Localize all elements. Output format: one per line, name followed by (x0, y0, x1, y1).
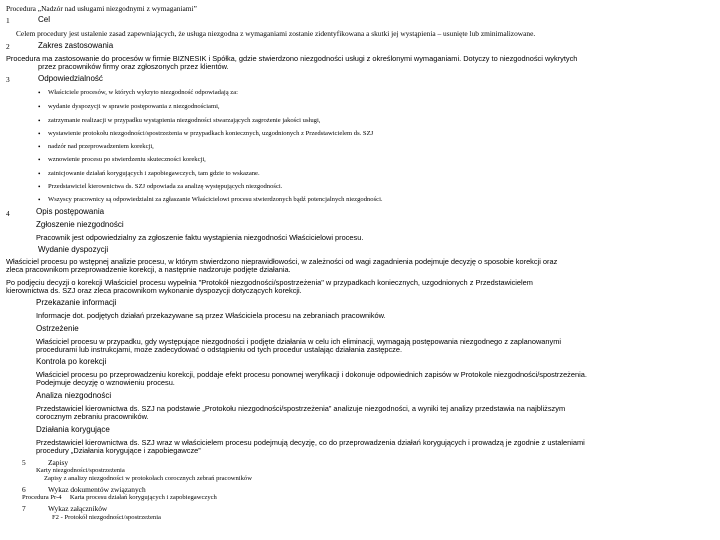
bullet-dot: • (38, 143, 41, 151)
section-7-number: 7 (22, 504, 26, 513)
subsection-text: Właściciel procesu po przeprowadzeniu korekcji, poddaje efekt procesu ponownej weryfikacji i dokonuje odpowiednich zapisów w Protokole niezgodności/spostrzeżenia. (36, 370, 587, 379)
subsection-heading-dyspozycji: Wydanie dyspozycji (38, 245, 109, 254)
section-7-heading: Wykaz załączników (48, 504, 108, 513)
subsection-text: procedury „Działania korygujące i zapobiegawcze” (36, 446, 201, 455)
section-5-heading: Zapisy (48, 458, 69, 467)
subsection-text: Pracownik jest odpowiedzialny za zgłoszenie faktu wystąpienia niezgodności Właścicielowi procesu. (36, 233, 364, 242)
section-6-heading: Wykaz dokumentów związanych (48, 485, 146, 494)
attachment-line: F2 - Protokół niezgodności/spostrzeżenia (52, 514, 161, 521)
section-4-number: 4 (6, 209, 10, 218)
bullet-dot: • (38, 183, 41, 191)
bullet-dot: • (38, 130, 41, 138)
responsibility-item: Wszyscy pracownicy są odpowiedzialni za zgłaszanie Właścicielowi procesu stwierdzonych bądź potencjalnych niezgodności. (48, 196, 383, 203)
section-2-text-line-1: Procedura ma zastosowanie do procesów w firmie BIZNESIK i Spółka, gdzie stwierdzono niezgodności usługi z określonymi wymaganiami. Dotyczy to niezgodności wykrytych (6, 54, 578, 63)
bullet-dot: • (38, 170, 41, 178)
subsection-text: zleca pracownikom przeprowadzenie korekcji, a następnie nadzoruje podjęte działania. (6, 265, 291, 274)
bullet-dot: • (38, 103, 41, 111)
related-document-line: Procedura Pr-4 Karta procesu działań korygujących i zapobiegawczych (22, 494, 217, 501)
section-3-heading: Odpowiedzialność (38, 74, 103, 83)
subsection-heading-zgloszenie: Zgłoszenie niezgodności (36, 220, 124, 229)
responsibility-item: wystawienie protokołu niezgodności/spostrzeżenia w przypadkach koniecznych, uzgodnionych z Przedstawicielem ds. SZJ (48, 130, 374, 137)
section-4-heading: Opis postępowania (36, 207, 105, 216)
subsection-text: Informacje dot. podjętych działań przekazywane są przez Właściciela procesu na zebraniach pracowników. (36, 311, 386, 320)
bullet-dot: • (38, 89, 41, 97)
responsibility-item: nadzór nad przeprowadzeniem korekcji, (48, 143, 154, 150)
section-2-text-line-2: przez pracowników firmy oraz zgłoszonych przez klientów. (38, 62, 229, 71)
section-3-number: 3 (6, 75, 10, 84)
bullet-dot: • (38, 196, 41, 204)
subsection-text: procedurami lub instrukcjami, może zadecydować o odstąpieniu od tych procedur ustalając działania zastępcze. (36, 345, 403, 354)
subsection-text: Właściciel procesu po wstępnej analizie procesu, w którym stwierdzono nieprawidłowości, w zależności od wagi zagadnienia podejmuje decyzję o sposobie korekcji oraz (6, 257, 558, 266)
section-1-heading: Cel (38, 15, 51, 24)
subsection-heading-przekazanie: Przekazanie informacji (36, 298, 117, 307)
records-line-2: Zapisy z analizy niezgodności w protokołach corocznych zebrań pracowników (44, 475, 252, 482)
subsection-heading-ostrzezenie: Ostrzeżenie (36, 324, 79, 333)
subsection-heading-analiza: Analiza niezgodności (36, 391, 112, 400)
responsibility-item: wznowienie procesu po stwierdzeniu skuteczności korekcji, (48, 156, 206, 163)
section-2-heading: Zakres zastosowania (38, 41, 114, 50)
section-5-number: 5 (22, 458, 26, 467)
section-2-number: 2 (6, 42, 10, 51)
responsibility-item: zainicjowanie działań korygujących i zapobiegawczych, tam gdzie to wskazane. (48, 170, 260, 177)
responsibility-item: Właściciele procesów, w których wykryto niezgodność odpowiadają za: (48, 89, 238, 96)
bullet-dot: • (38, 156, 41, 164)
subsection-text: Przedstawiciel kierownictwa ds. SZJ na podstawie „Protokołu niezgodności/spostrzeżenia” analizuje niezgodności, a wyniki tej analizy przedstawia na najbliższym (36, 404, 566, 413)
bullet-dot: • (38, 117, 41, 125)
subsection-text: kierownictwa ds. SZJ oraz zleca pracownikom wykonanie dyspozycji dotyczących korekcji. (6, 286, 302, 295)
subsection-text: Właściciel procesu w przypadku, gdy występujące niezgodności i podjęte działania w celu ich eliminacji, wymagają postępowania niezgodnego z zaplanowanymi (36, 337, 562, 346)
subsection-heading-kontrola: Kontrola po korekcji (36, 357, 107, 366)
subsection-text: Podejmuje decyzję o wznowieniu procesu. (36, 378, 175, 387)
responsibility-item: wydanie dyspozycji w sprawie postępowania z niezgodnościami, (48, 103, 220, 110)
subsection-text: corocznym zebraniu pracowników. (36, 412, 149, 421)
document-title: Procedura „Nadzór nad usługami niezgodnymi z wymaganiami” (6, 4, 197, 13)
section-1-text: Celem procedury jest ustalenie zasad zapewniających, że usługa niezgodna z wymaganiami zostanie zidentyfikowana a skutki jej wystąpienia – usunięte lub zminimalizowane. (16, 29, 536, 38)
responsibility-item: zatrzymanie realizacji w przypadku wystąpienia niezgodności stwarzających zagrożenie jakości usługi, (48, 117, 321, 124)
subsection-heading-korygujace: Działania korygujące (36, 425, 110, 434)
section-6-number: 6 (22, 485, 26, 494)
section-1-number: 1 (6, 16, 10, 25)
records-line-1: Karty niezgodności/spostrzeżenia (36, 467, 125, 474)
subsection-text: Przedstawiciel kierownictwa ds. SZJ wraz w właścicielem procesu podejmują decyzję, co do przeprowadzenia działań korygujących i prowadzą je zgodnie z ustaleniami (36, 438, 585, 447)
responsibility-item: Przedstawiciel kierownictwa ds. SZJ odpowiada za analizę występujących niezgodności. (48, 183, 283, 190)
subsection-text: Po podjęciu decyzji o korekcji Właściciel procesu wypełnia "Protokół niezgodności/spostrzeżenia" w przypadkach koniecznych, uzgodnionych z Przedstawicielem (6, 278, 533, 287)
